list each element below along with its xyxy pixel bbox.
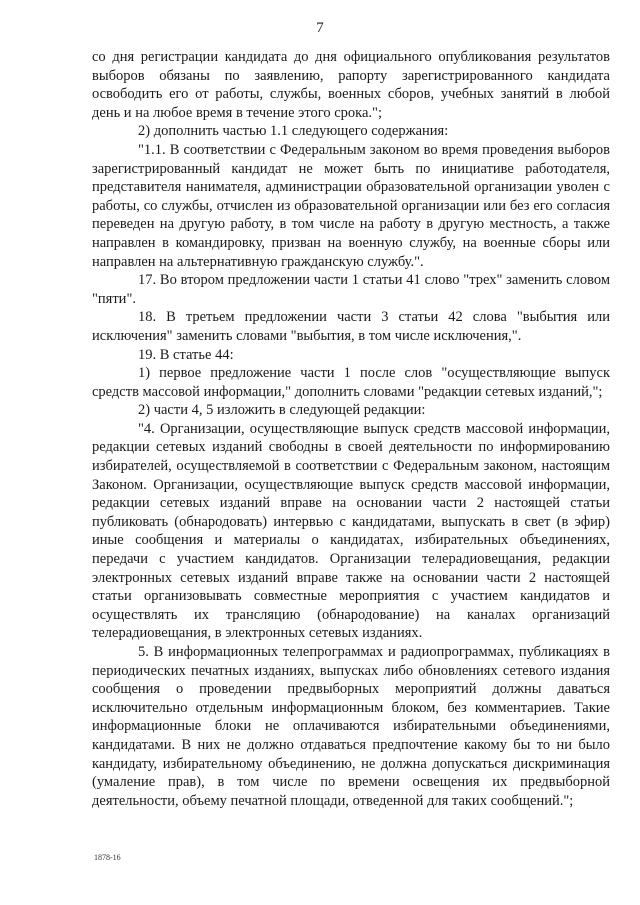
paragraph-part-1-1-text: "1.1. В соответствии с Федеральным законом во время проведения выборов зарегистрированный кандидат не может быть по инициативе работодателя, представителя нанимателя, администрации образовательной организации уволен с работы, со службы, отчислен из образовательной организации или без его согласия переведен на другую работу, в том числе на работу в другую местность, а также направлен в командировку, призван на военную службу, на военные сборы или направлен на альтернативную гражданскую службу.". bbox=[92, 141, 610, 270]
paragraph-item-19-1: 1) первое предложение части 1 после слов "осуществляющие выпуск средств массовой информации," дополнить словами "редакции сетевых изданий,"; bbox=[92, 365, 610, 400]
paragraph-continuation: со дня регистрации кандидата до дня официального опубликования результатов выборов обязаны по заявлению, рапорту зарегистрированного кандидата освободить его от работы, службы, военных сборов, учебных занятий в любой день и на любое время в течение этого срока."; bbox=[92, 49, 610, 121]
document-code: 1878-16 bbox=[94, 853, 121, 862]
paragraph-item-17: 17. Во втором предложении части 1 статьи 41 слово "трех" заменить словом "пяти". bbox=[92, 272, 610, 307]
document-body bbox=[92, 48, 610, 810]
paragraph-part-4-text: "4. Организации, осуществляющие выпуск средств массовой информации, редакции сетевых изданий свободны в своей деятельности по информированию избирателей, осуществляемой в соответствии с Федеральным законом, настоящим Законом. Организации, осуществляющие выпуск средств массовой информации, редакции сетевых изданий вправе на основании части 2 настоящей статьи публиковать (обнародовать) интервью с кандидатами, выпускать в свет (в эфир) иные сообщения и материалы о кандидатах, избирательных объединениях, передачи с участием кандидатов. Организации телерадиовещания, редакции электронных сетевых изданий вправе также на основании части 2 настоящей статьи организовывать совместные мероприятия с участием кандидатов и осуществлять их трансляцию (обнародование) на каналах организаций телерадиовещания, в электронных сетевых изданиях. bbox=[92, 420, 610, 642]
paragraph-part-5-text: 5. В информационных телепрограммах и радиопрограммах, публикациях в периодических печатных изданиях, выпусках либо обновлениях сетевого издания сообщения о проведении предвыборных мероприятий должны даваться исключительно отдельным информационным блоком, без комментариев. Такие информационные блоки не оплачиваются избирательными объединениями, кандидатами. В них не должно отдаваться предпочтение какому бы то ни было кандидату, избирательному объединению, не должна допускаться дискриминация (умаление прав), в том числе по времени освещения их предвыборной деятельности, объему печатной площади, отведенной для таких сообщений."; bbox=[92, 644, 610, 809]
paragraph-item-19: 19. В статье 44: bbox=[138, 346, 234, 363]
paragraph-item-19-2: 2) части 4, 5 изложить в следующей редакции: bbox=[138, 402, 426, 419]
paragraph-item-18: 18. В третьем предложении части 3 статьи 42 слова "выбытия или исключения" заменить словами "выбытия, в том числе исключения,". bbox=[92, 309, 610, 344]
page-number: 7 bbox=[316, 20, 324, 36]
paragraph-item-2-part-1-1: 2) дополнить частью 1.1 следующего содержания: bbox=[138, 123, 449, 140]
